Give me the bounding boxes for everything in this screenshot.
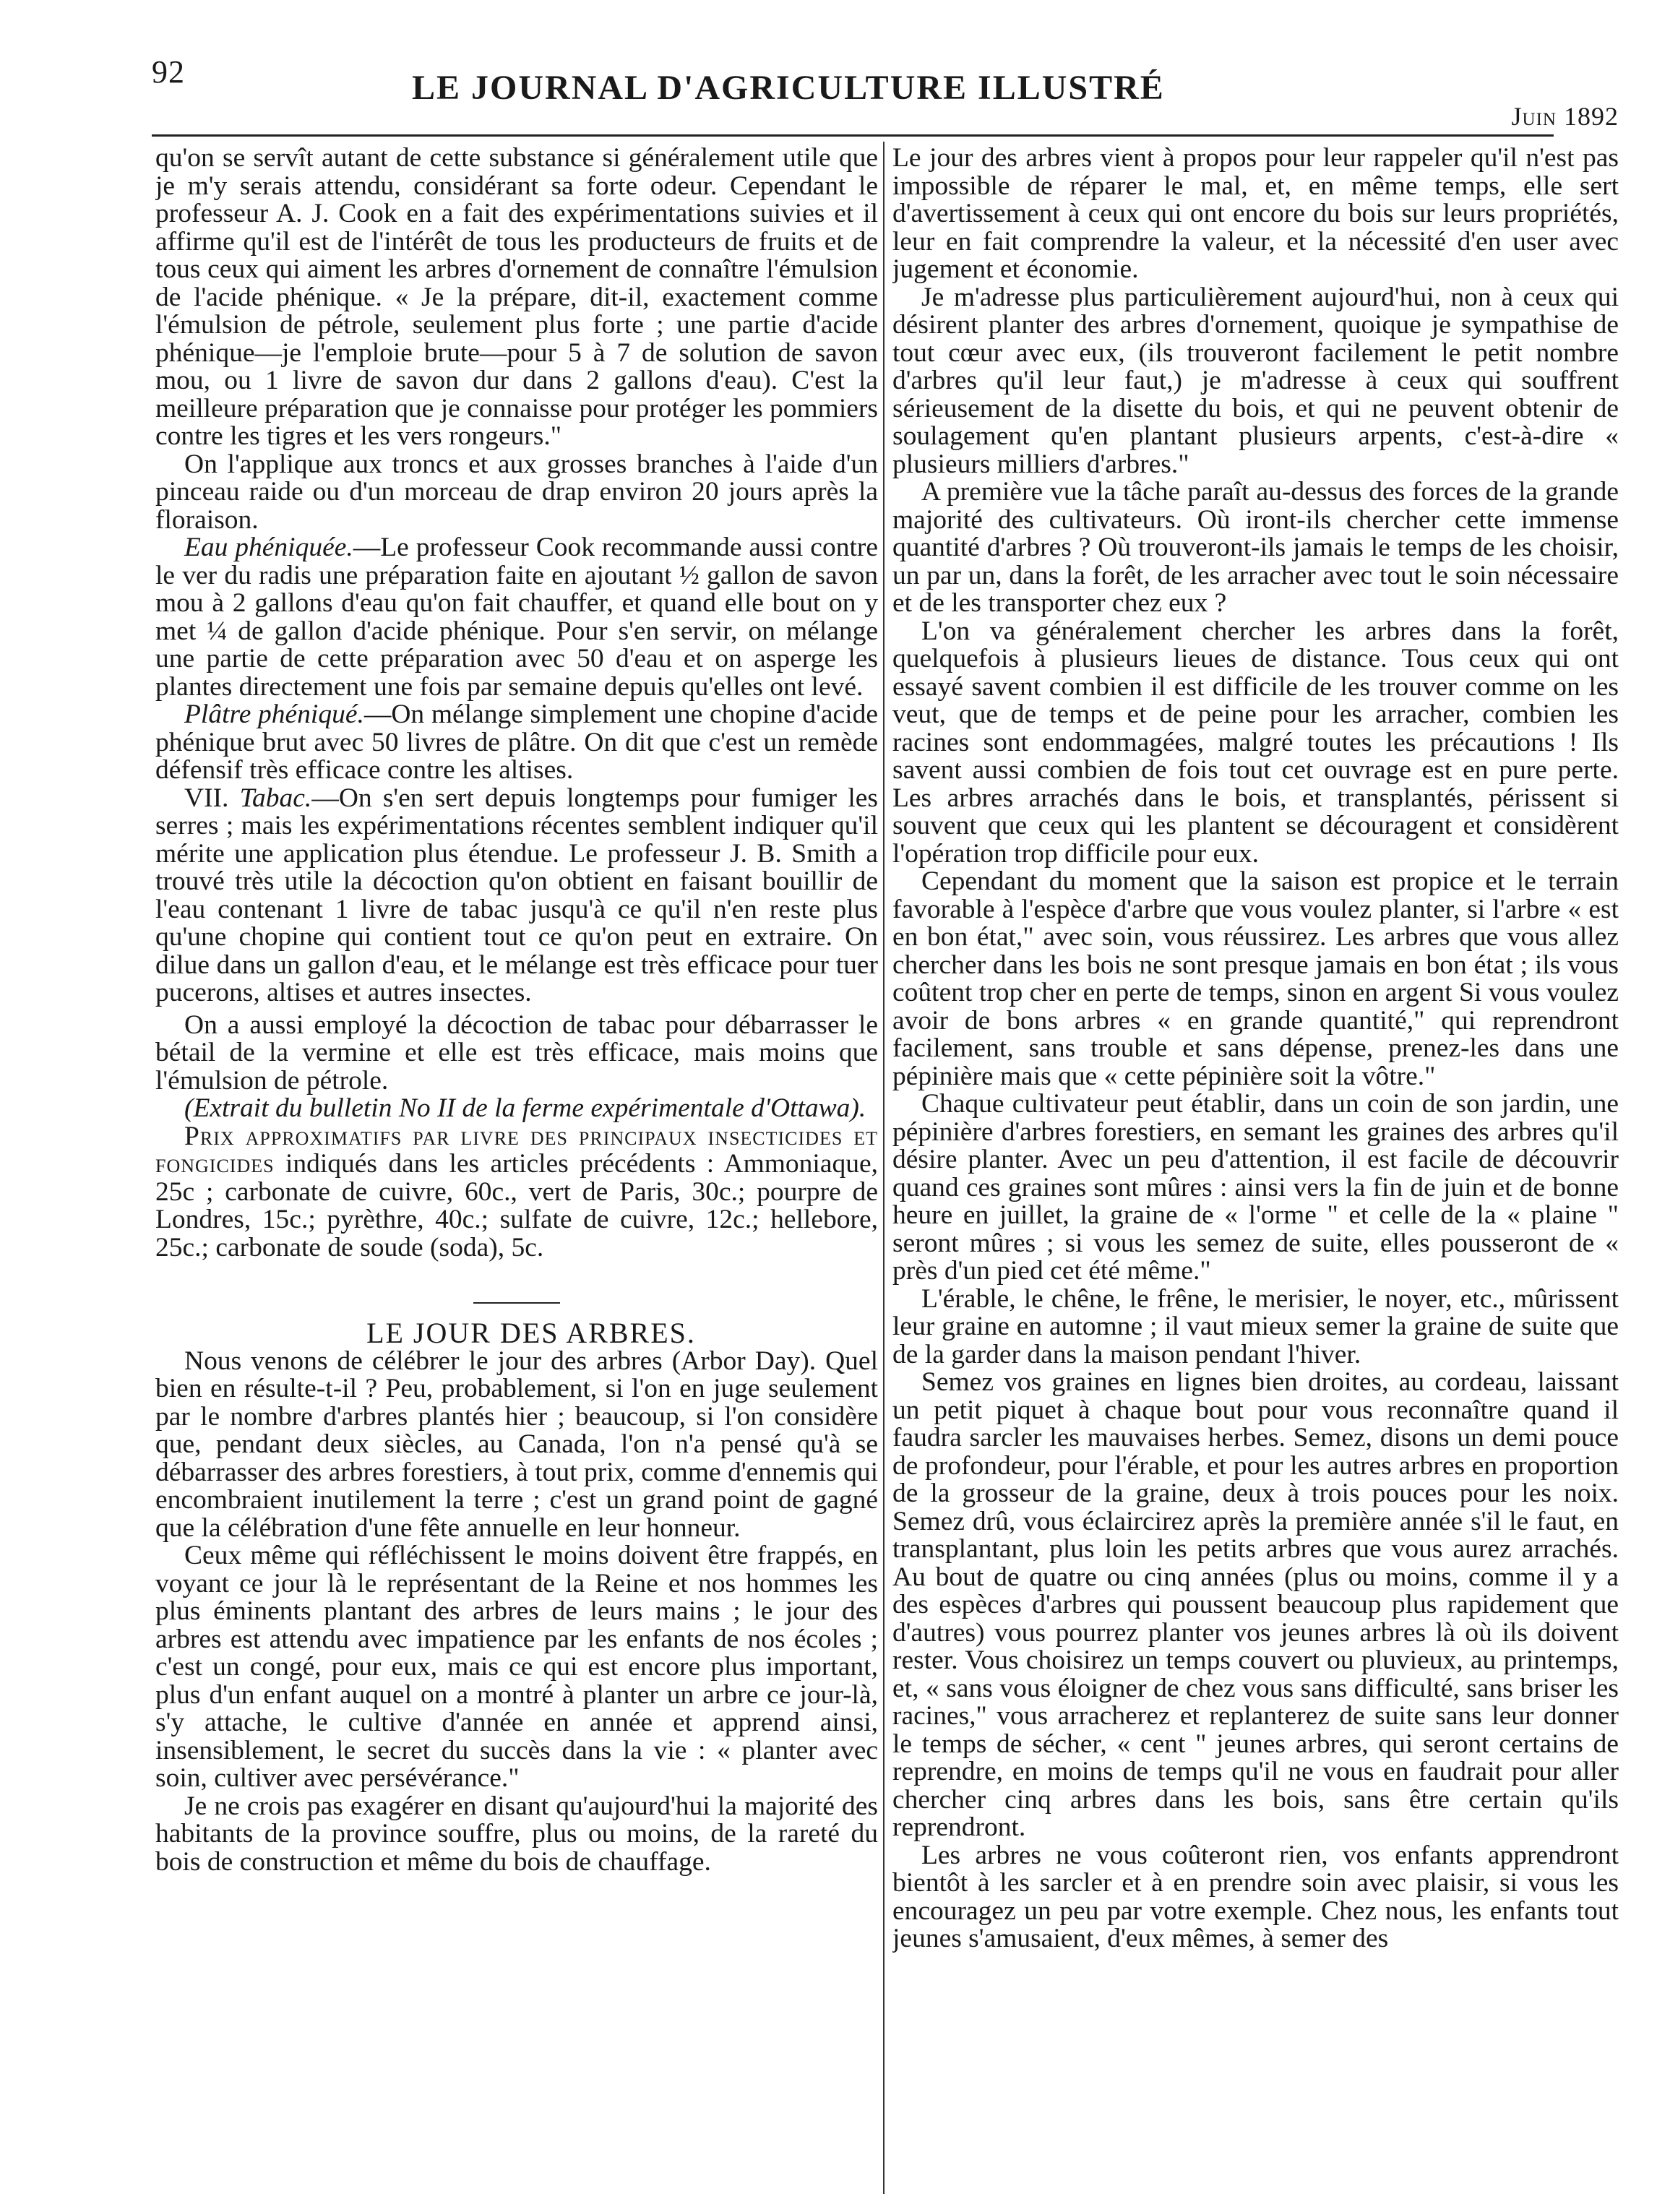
eau-phenique-paragraph <box>155 534 878 701</box>
platre-phenique-text: —On mélange simplement une chopine d'acide phénique brut avec 50 livres de plâtre. On dit que c'est un remède défensif très efficace contre les altises. <box>155 700 878 785</box>
paragraph: On a aussi employé la décoction de tabac pour débarrasser le bétail de la vermine et elle est très efficace, mais moins que l'émulsion de pétrole. <box>155 1010 878 1096</box>
paragraph: Nous venons de célébrer le jour des arbres (Arbor Day). Quel bien en résulte-t-il ? Peu, probablement, si l'on en juge seulement par le nombre d'arbres plantés hier ; beaucoup, si l'on considère que, pendant deux siècles, au Canada, l'on n'a pensé qu'à se débarrasser des arbres forestiers, à tout prix, comme d'ennemis qui encombraient inutilement la terre ; c'est un grand point de gagné que la célébration d'une fête annuelle en leur honneur. <box>155 1346 878 1543</box>
tabac-numeral: VII. <box>184 783 229 813</box>
paragraph: Cependant du moment que la saison est propice et le terrain favorable à l'espèce d'arbre que vous voulez planter, si l'arbre « est en bon état," avec soin, vous réussirez. Les arbres que vous allez chercher dans les bois ne sont presque jamais en bon état ; ils vous coûtent trop cher en perte de temps, sinon en argent Si vous voulez avoir de bons arbres « en grande quantité," qui reprendront facilement, sans trouble et sans dépense, prenez-les dans une pépinière mais que « cette pépinière soit la vôtre." <box>892 866 1619 1091</box>
platre-phenique-paragraph <box>155 701 878 785</box>
section-title: LE JOUR DES ARBRES. <box>366 1317 696 1349</box>
section-divider <box>473 1302 560 1304</box>
paragraph: Chaque cultivateur peut établir, dans un coin de son jardin, une pépinière d'arbres forestiers, en semant les graines des arbres qu'il désire planter. Avec un peu d'attention, il est facile de découvrir quand ces graines sont mûres : ainsi vers la fin de juin et de bonne heure en juillet, la graine de « l'orme " et celle de la « plaine " seront mûres ; si vous les semez de suite, elles pousseront de « près d'un pied cet été même." <box>892 1089 1619 1286</box>
eau-phenique-label: Eau phéniquée. <box>184 533 353 562</box>
price-note <box>155 1123 878 1262</box>
paragraph: Je m'adresse plus particulièrement aujourd'hui, non à ceux qui désirent planter des arbres d'ornement, quoique je sympathise de tout cœur avec eux, (ils trouveront facilement le petit nombre d'arbres qu'il leur faut,) je m'adresse à ceux qui souffrent sérieusement de la disette du bois, et qui ne peuvent obtenir de soulagement qu'en plantant plusieurs arpents, c'est-à-dire « plusieurs milliers d'arbres." <box>892 282 1619 479</box>
paragraph: qu'on se servît autant de cette substance si généralement utile que je m'y serais attendu, considérant sa forte odeur. Cependant le professeur A. J. Cook en a fait des expérimentations suivies et il affirme qu'il est de l'intérêt de tous les producteurs de fruits et de tous ceux qui aiment les arbres d'ornement de connaître l'émulsion de l'acide phénique. « Je la prépare, dit-il, exactement comme l'émulsion de pétrole, seulement plus forte ; une partie d'acide phénique—je l'emploie brute—pour 5 à 7 de solution de savon mou, ou 1 livre de savon dur dans 2 gallons d'eau). C'est la meilleure préparation que je connaisse pour protéger les pommiers contre les tigres et les vers rongeurs." <box>155 145 878 451</box>
paragraph: Ceux même qui réfléchissent le moins doivent être frappés, en voyant ce jour là le représentant de la Reine et nos hommes les plus éminents plantant des arbres de leurs mains ; le jour des arbres est attendu avec impatience par les enfants de nos écoles ; c'est un congé, pour eux, mais ce qui est encore plus important, plus d'un enfant auquel on a montré à planter un arbre ce jour-là, s'y attache, le cultive d'année en année et apprend ainsi, insensiblement, le secret du succès dans la vie : « planter avec soin, cultiver avec persévérance." <box>155 1541 878 1793</box>
tabac-text: —On s'en sert depuis longtemps pour fumiger les serres ; mais les expérimentations récentes semblent indiquer qu'il mérite une application plus étendue. Le professeur J. B. Smith a trouvé très utile la décoction qu'on obtient en faisant bouillir de l'eau contenant 1 livre de tabac jusqu'à ce qu'il n'en reste plus qu'une chopine qui contient tout ce qu'on peut en extraire. On dilue dans un gallon d'eau, et le mélange est très efficace pour tuer pucerons, altises et autres insectes. <box>155 783 878 1007</box>
journal-title: LE JOURNAL D'AGRICULTURE ILLUSTRÉ <box>412 69 1165 107</box>
tabac-label: Tabac. <box>239 783 312 813</box>
platre-phenique-label: Plâtre phéniqué. <box>184 700 364 729</box>
issue-date: Juin 1892 <box>1511 102 1619 131</box>
tabac-paragraph <box>155 785 878 1007</box>
source-note: (Extrait du bulletin No II de la ferme expérimentale d'Ottawa). <box>184 1093 866 1123</box>
column-divider <box>883 142 885 2194</box>
paragraph: Semez vos graines en lignes bien droites, au cordeau, laissant un petit piquet à chaque bout pour vous reconnaître quand il faudra sarcler les mauvaises herbes. Semez, disons un demi pouce de profondeur, pour l'érable, et pour les autres arbres en proportion de la grosseur de la graine, deux à trois pouces pour les noix. Semez drû, vous éclaircirez après la première année s'il le faut, en transplantant, plus loin les petits arbres que vous aurez arrachés. Au bout de quatre ou cinq années (plus ou moins, comme il y a des espèces d'arbres qui poussent beaucoup plus rapidement que d'autres) vous pourrez planter vos jeunes arbres là où ils doivent rester. Vous choisirez un temps couvert ou pluvieux, au printemps, et, « sans vous éloigner de chez vous sans difficulté, sans briser les racines," vous arracherez et replanterez de suite sans leur donner le temps de sécher, « cent " jeunes arbres, qui seront certains de reprendre, en moins de temps qu'il ne vous en faudrait pour aller chercher cinq arbres dans les bois, sans être certain qu'ils reprendront. <box>892 1367 1619 1842</box>
paragraph: On l'applique aux troncs et aux grosses branches à l'aide d'un pinceau raide ou d'un morceau de drap environ 20 jours après la floraison. <box>155 449 878 535</box>
paragraph: Les arbres ne vous coûteront rien, vos enfants apprendront bientôt à les sarcler et à en prendre soin avec plaisir, si vous les encouragez un peu par votre exemple. Chez nous, les enfants tout jeunes s'amusaient, d'eux mêmes, à semer des <box>892 1840 1619 1953</box>
right-column <box>892 145 1619 2190</box>
left-column <box>155 145 878 2190</box>
price-heading: Prix approximatifs par livre des principaux insecticides et fongicides <box>155 1121 878 1179</box>
header-rule <box>152 134 1554 137</box>
page-number: 92 <box>152 54 185 90</box>
paragraph: Le jour des arbres vient à propos pour leur rappeler qu'il n'est pas impossible de réparer le mal, et, en même temps, elle sert d'avertissement à ceux qui ont encore du bois sur leurs propriétés, leur en fait comprendre la valeur, et la nécessité d'en user avec jugement et économie. <box>892 145 1619 284</box>
paragraph: L'on va généralement chercher les arbres dans la forêt, quelquefois à plusieurs lieues de distance. Tous ceux qui ont essayé savent combien il est difficile de les trouver comme on les veut, que de temps et de peine pour les arracher, combien les racines sont endommagées, malgré toutes les précautions ! Ils savent aussi combien de fois tout cet ouvrage est en pure perte. Les arbres arrachés dans le bois, et transplantés, périssent si souvent que ceux qui les plantent se découragent et considèrent l'opération trop difficile pour eux. <box>892 616 1619 869</box>
price-text: indiqués dans les articles précédents : Ammoniaque, 25c ; carbonate de cuivre, 60c., vert de Paris, 30c.; pourpre de Londres, 15c.; pyrèthre, 40c.; sulfate de cuivre, 12c.; hellebore, 25c.; carbonate de soude (soda), 5c. <box>155 1149 878 1262</box>
paragraph: A première vue la tâche paraît au-dessus des forces de la grande majorité des cultivateurs. Où iront-ils chercher cette immense quantité d'arbres ? Où trouveront-ils jamais le temps de les choisir, un par un, dans la forêt, de les arracher avec tout le soin nécessaire et de les transporter chez eux ? <box>892 477 1619 618</box>
paragraph: L'érable, le chêne, le frêne, le merisier, le noyer, etc., mûrissent leur graine en automne ; il vaut mieux semer la graine de suite que de la garder dans la maison pendant l'hiver. <box>892 1283 1619 1369</box>
eau-phenique-text: —Le professeur Cook recommande aussi contre le ver du radis une préparation faite en ajoutant ½ gallon de savon mou à 2 gallons d'eau qu'on fait chauffer, et quand elle bout on y met ¼ de gallon d'acide phénique. Pour s'en servir, on mélange une partie de cette préparation avec 50 d'eau et on asperge les plantes directement une fois par semaine depuis qu'elles ont levé. <box>155 533 878 702</box>
page-header <box>152 43 1619 130</box>
paragraph: Je ne crois pas exagérer en disant qu'aujourd'hui la majorité des habitants de la province souffre, plus ou moins, de la rareté du bois de construction et même du bois de chauffage. <box>155 1791 878 1877</box>
